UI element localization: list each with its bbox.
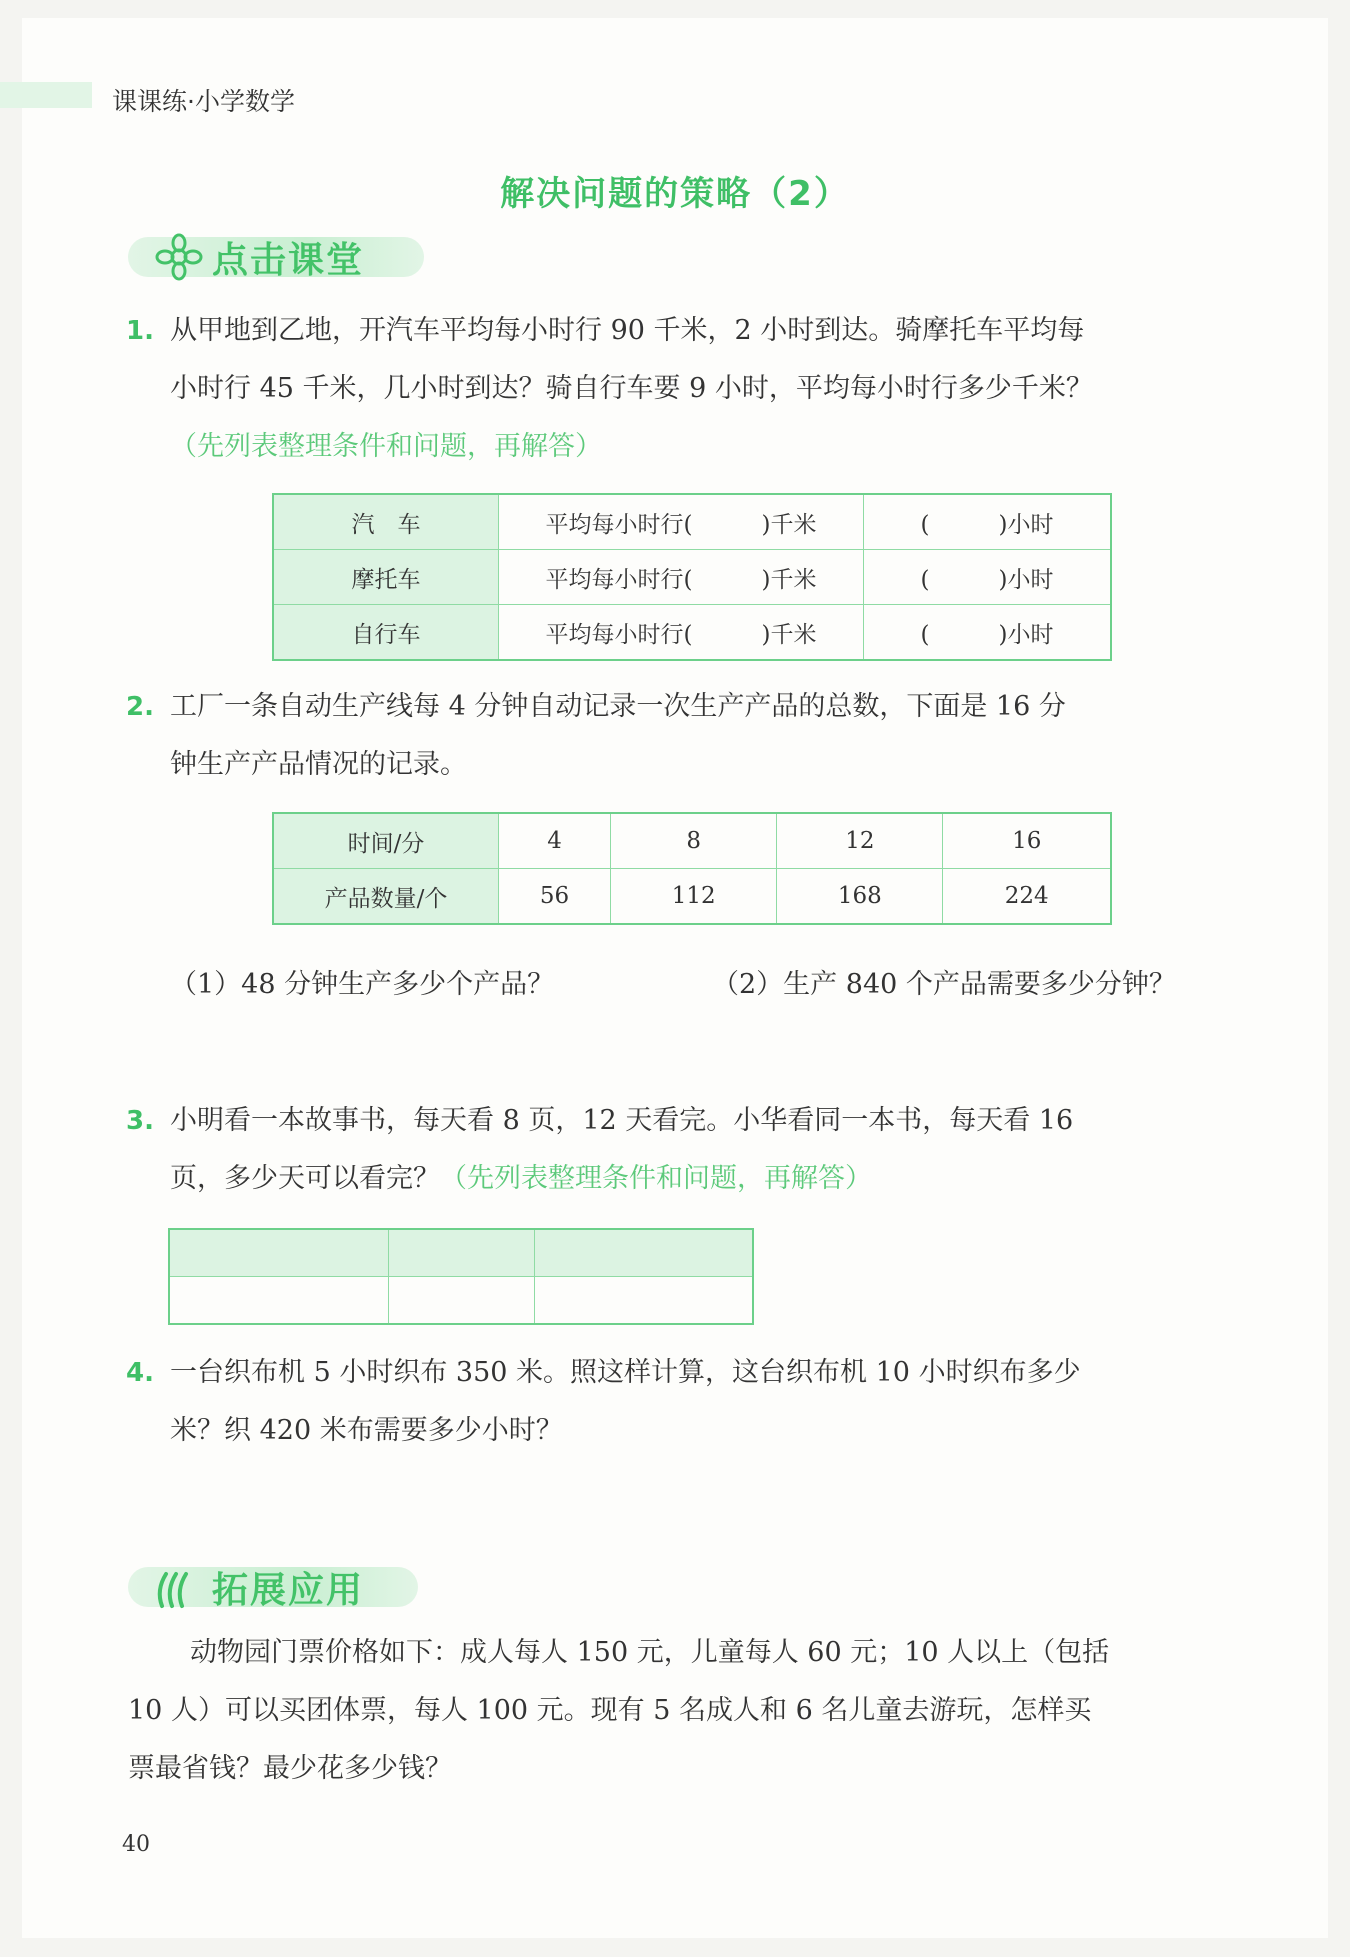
section-banner-classroom [128, 232, 428, 282]
time-cell[interactable]: ( )小时 [864, 494, 1112, 550]
question-3-blank-table [168, 1228, 754, 1325]
question-1-line-1: 从甲地到乙地，开汽车平均每小时行 90 千米，2 小时到达。骑摩托车平均每 [170, 315, 1085, 346]
question-1-line-2: 小时行 45 千米，几小时到达？骑自行车要 9 小时，平均每小时行多少千米？ [170, 373, 1093, 404]
question-1 [126, 302, 1230, 476]
section-banner-extension [128, 1562, 428, 1612]
time-cell[interactable]: ( )小时 [864, 550, 1112, 605]
table-row [273, 869, 1111, 925]
row-label: 时间/分 [273, 813, 499, 869]
table-cell: 56 [499, 869, 611, 925]
blank-cell[interactable] [534, 1277, 753, 1325]
vehicle-cell: 自行车 [273, 605, 499, 661]
question-2-line-2: 钟生产产品情况的记录。 [170, 749, 467, 780]
blank-cell[interactable] [388, 1229, 534, 1277]
section-title-extension: 拓展应用 [212, 1569, 365, 1611]
arc-lines-icon [152, 1562, 206, 1612]
table-cell: 112 [611, 869, 777, 925]
table-cell: 12 [777, 813, 943, 869]
section-title-classroom: 点击课堂 [212, 239, 365, 281]
question-3 [126, 1092, 1230, 1208]
time-cell[interactable]: ( )小时 [864, 605, 1112, 661]
question-2-sub-2: （2）生产 840 个产品需要多少分钟？ [712, 969, 1176, 1000]
lesson-title: 解决问题的策略（2） [500, 174, 850, 214]
header-tab-decoration [0, 82, 92, 108]
table-row [273, 605, 1111, 661]
table-row [273, 550, 1111, 605]
question-3-line-1: 小明看一本故事书，每天看 8 页，12 天看完。小华看同一本书，每天看 16 [170, 1105, 1074, 1136]
question-2-line-1: 工厂一条自动生产线每 4 分钟自动记录一次生产产品的总数，下面是 16 分 [170, 691, 1066, 722]
blank-cell[interactable] [534, 1229, 753, 1277]
speed-cell[interactable]: 平均每小时行( )千米 [499, 605, 864, 661]
vehicle-cell: 汽 车 [273, 494, 499, 550]
table-row [273, 813, 1111, 869]
question-2 [126, 678, 1230, 794]
table-cell: 4 [499, 813, 611, 869]
speed-cell[interactable]: 平均每小时行( )千米 [499, 494, 864, 550]
question-2-sub-1: （1）48 分钟生产多少个产品？ [170, 969, 555, 1000]
blank-cell[interactable] [169, 1229, 388, 1277]
flower-icon [152, 232, 206, 282]
vehicle-cell: 摩托车 [273, 550, 499, 605]
question-number: 3. [126, 1106, 154, 1136]
question-3-line-2: 页，多少天可以看完？ [170, 1163, 440, 1194]
question-number: 1. [126, 316, 154, 346]
question-1-hint: （先列表整理条件和问题，再解答） [170, 431, 602, 462]
table-cell: 16 [943, 813, 1111, 869]
extension-line-2: 10 人）可以买团体票，每人 100 元。现有 5 名成人和 6 名儿童去游玩，怎样买 [128, 1695, 1092, 1726]
question-2-table [272, 812, 1112, 925]
page-number: 40 [122, 1832, 150, 1857]
question-4 [126, 1344, 1230, 1460]
table-row [169, 1229, 753, 1277]
extension-line-1: 动物园门票价格如下：成人每人 150 元，儿童每人 60 元；10 人以上（包括 [190, 1637, 1110, 1668]
table-row [169, 1277, 753, 1325]
question-3-hint: （先列表整理条件和问题，再解答） [440, 1163, 872, 1194]
question-4-line-1: 一台织布机 5 小时织布 350 米。照这样计算，这台织布机 10 小时织布多少 [170, 1357, 1081, 1388]
blank-cell[interactable] [388, 1277, 534, 1325]
question-4-line-2: 米？织 420 米布需要多少小时？ [170, 1415, 563, 1446]
question-number: 4. [126, 1358, 154, 1388]
row-label: 产品数量/个 [273, 869, 499, 925]
question-1-table [272, 493, 1112, 661]
table-row [273, 494, 1111, 550]
blank-cell[interactable] [169, 1277, 388, 1325]
extension-line-3: 票最省钱？最少花多少钱？ [128, 1753, 452, 1784]
table-cell: 168 [777, 869, 943, 925]
table-cell: 8 [611, 813, 777, 869]
table-cell: 224 [943, 869, 1111, 925]
speed-cell[interactable]: 平均每小时行( )千米 [499, 550, 864, 605]
book-title: 课课练·小学数学 [112, 87, 295, 116]
question-number: 2. [126, 692, 154, 722]
